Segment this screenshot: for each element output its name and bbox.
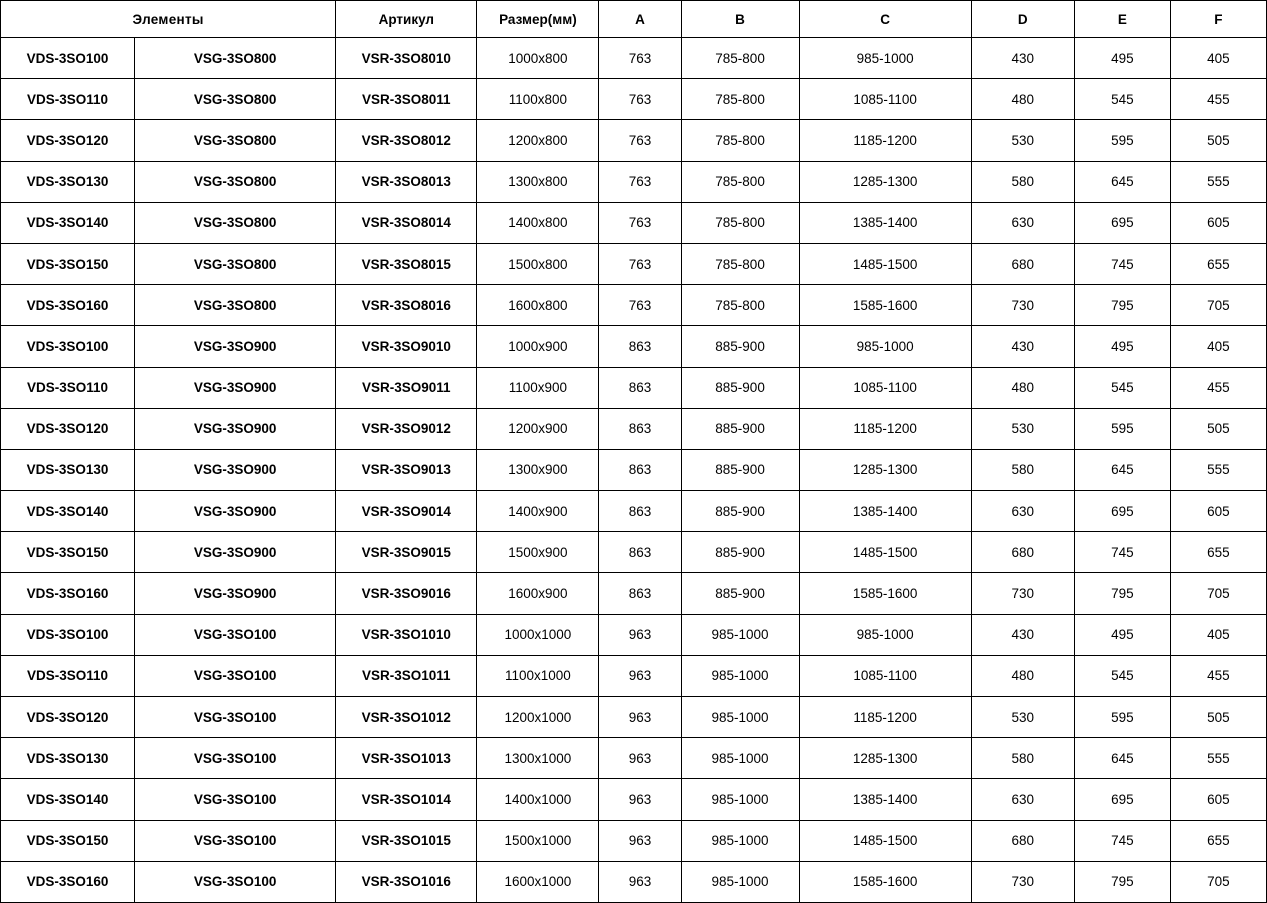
table-row — [1, 367, 1267, 408]
cell-c: 1385-1400 — [799, 491, 971, 532]
column-header-size: Размер(мм) — [477, 1, 599, 38]
cell-article: VSR-3SO9011 — [336, 367, 477, 408]
cell-d: 430 — [971, 614, 1074, 655]
cell-size: 1100x800 — [477, 79, 599, 120]
cell-f: 505 — [1170, 697, 1266, 738]
cell-a: 863 — [599, 367, 681, 408]
cell-d: 530 — [971, 697, 1074, 738]
table-row — [1, 614, 1267, 655]
column-header-b: B — [681, 1, 799, 38]
cell-element-1: VDS-3SO140 — [1, 202, 135, 243]
table-row — [1, 820, 1267, 861]
cell-element-1: VDS-3SO130 — [1, 449, 135, 490]
cell-element-1: VDS-3SO100 — [1, 326, 135, 367]
cell-e: 495 — [1074, 326, 1170, 367]
cell-size: 1500x800 — [477, 243, 599, 284]
cell-f: 405 — [1170, 326, 1266, 367]
cell-e: 795 — [1074, 861, 1170, 902]
cell-element-2: VSG-3SO800 — [135, 120, 336, 161]
cell-c: 1385-1400 — [799, 202, 971, 243]
cell-d: 680 — [971, 243, 1074, 284]
cell-a: 963 — [599, 697, 681, 738]
header-row — [1, 1, 1267, 38]
cell-c: 1385-1400 — [799, 779, 971, 820]
cell-element-2: VSG-3SO100 — [135, 861, 336, 902]
cell-element-2: VSG-3SO900 — [135, 367, 336, 408]
cell-element-1: VDS-3SO120 — [1, 697, 135, 738]
cell-a: 863 — [599, 573, 681, 614]
table-row — [1, 779, 1267, 820]
table-row — [1, 655, 1267, 696]
cell-c: 1585-1600 — [799, 285, 971, 326]
cell-d: 580 — [971, 738, 1074, 779]
cell-e: 545 — [1074, 367, 1170, 408]
cell-article: VSR-3SO9016 — [336, 573, 477, 614]
cell-element-2: VSG-3SO100 — [135, 614, 336, 655]
cell-article: VSR-3SO8010 — [336, 38, 477, 79]
cell-element-1: VDS-3SO120 — [1, 408, 135, 449]
cell-size: 1300x800 — [477, 161, 599, 202]
cell-element-2: VSG-3SO900 — [135, 408, 336, 449]
table-row — [1, 573, 1267, 614]
cell-c: 1285-1300 — [799, 161, 971, 202]
cell-b: 985-1000 — [681, 614, 799, 655]
cell-f: 655 — [1170, 820, 1266, 861]
cell-element-1: VDS-3SO110 — [1, 655, 135, 696]
cell-f: 655 — [1170, 532, 1266, 573]
cell-c: 1485-1500 — [799, 820, 971, 861]
cell-a: 963 — [599, 614, 681, 655]
cell-f: 555 — [1170, 738, 1266, 779]
cell-d: 430 — [971, 38, 1074, 79]
cell-element-2: VSG-3SO100 — [135, 697, 336, 738]
cell-e: 645 — [1074, 161, 1170, 202]
cell-element-2: VSG-3SO800 — [135, 79, 336, 120]
cell-article: VSR-3SO9012 — [336, 408, 477, 449]
cell-element-2: VSG-3SO100 — [135, 779, 336, 820]
cell-element-1: VDS-3SO150 — [1, 532, 135, 573]
cell-element-2: VSG-3SO900 — [135, 326, 336, 367]
cell-c: 1485-1500 — [799, 532, 971, 573]
cell-b: 885-900 — [681, 367, 799, 408]
cell-b: 885-900 — [681, 326, 799, 367]
column-header-article: Артикул — [336, 1, 477, 38]
cell-size: 1400x1000 — [477, 779, 599, 820]
cell-element-1: VDS-3SO120 — [1, 120, 135, 161]
cell-b: 785-800 — [681, 120, 799, 161]
cell-size: 1000x800 — [477, 38, 599, 79]
cell-c: 1185-1200 — [799, 120, 971, 161]
cell-b: 985-1000 — [681, 697, 799, 738]
cell-c: 1585-1600 — [799, 861, 971, 902]
cell-e: 545 — [1074, 655, 1170, 696]
cell-element-2: VSG-3SO800 — [135, 285, 336, 326]
cell-f: 655 — [1170, 243, 1266, 284]
table-row — [1, 79, 1267, 120]
cell-d: 730 — [971, 573, 1074, 614]
cell-size: 1500x900 — [477, 532, 599, 573]
cell-size: 1100x1000 — [477, 655, 599, 696]
cell-d: 530 — [971, 120, 1074, 161]
cell-f: 555 — [1170, 449, 1266, 490]
cell-element-1: VDS-3SO100 — [1, 38, 135, 79]
cell-article: VSR-3SO1015 — [336, 820, 477, 861]
cell-d: 430 — [971, 326, 1074, 367]
table-row — [1, 161, 1267, 202]
cell-b: 785-800 — [681, 38, 799, 79]
cell-e: 745 — [1074, 820, 1170, 861]
cell-f: 405 — [1170, 614, 1266, 655]
cell-element-1: VDS-3SO160 — [1, 285, 135, 326]
cell-f: 605 — [1170, 202, 1266, 243]
cell-e: 645 — [1074, 449, 1170, 490]
cell-b: 885-900 — [681, 573, 799, 614]
cell-c: 985-1000 — [799, 38, 971, 79]
cell-size: 1400x800 — [477, 202, 599, 243]
cell-a: 963 — [599, 738, 681, 779]
cell-a: 963 — [599, 861, 681, 902]
cell-e: 745 — [1074, 532, 1170, 573]
cell-e: 545 — [1074, 79, 1170, 120]
cell-article: VSR-3SO9013 — [336, 449, 477, 490]
cell-c: 1085-1100 — [799, 655, 971, 696]
table-row — [1, 738, 1267, 779]
cell-a: 763 — [599, 285, 681, 326]
cell-element-2: VSG-3SO100 — [135, 655, 336, 696]
cell-b: 985-1000 — [681, 861, 799, 902]
table-row — [1, 243, 1267, 284]
cell-c: 1185-1200 — [799, 408, 971, 449]
cell-element-1: VDS-3SO140 — [1, 491, 135, 532]
cell-d: 630 — [971, 202, 1074, 243]
cell-article: VSR-3SO8012 — [336, 120, 477, 161]
cell-article: VSR-3SO9010 — [336, 326, 477, 367]
cell-e: 695 — [1074, 202, 1170, 243]
cell-d: 730 — [971, 285, 1074, 326]
column-header-f: F — [1170, 1, 1266, 38]
cell-article: VSR-3SO1010 — [336, 614, 477, 655]
cell-f: 455 — [1170, 79, 1266, 120]
cell-b: 785-800 — [681, 79, 799, 120]
cell-size: 1000x1000 — [477, 614, 599, 655]
cell-element-2: VSG-3SO100 — [135, 738, 336, 779]
cell-article: VSR-3SO1014 — [336, 779, 477, 820]
cell-b: 785-800 — [681, 285, 799, 326]
table-row — [1, 120, 1267, 161]
cell-article: VSR-3SO9014 — [336, 491, 477, 532]
cell-b: 785-800 — [681, 202, 799, 243]
cell-a: 763 — [599, 120, 681, 161]
cell-d: 580 — [971, 449, 1074, 490]
column-header-c: C — [799, 1, 971, 38]
cell-e: 795 — [1074, 573, 1170, 614]
cell-e: 645 — [1074, 738, 1170, 779]
cell-b: 785-800 — [681, 161, 799, 202]
cell-c: 985-1000 — [799, 326, 971, 367]
cell-element-2: VSG-3SO900 — [135, 449, 336, 490]
cell-a: 763 — [599, 79, 681, 120]
cell-f: 455 — [1170, 655, 1266, 696]
cell-element-1: VDS-3SO110 — [1, 79, 135, 120]
cell-element-2: VSG-3SO900 — [135, 491, 336, 532]
cell-d: 730 — [971, 861, 1074, 902]
cell-a: 863 — [599, 532, 681, 573]
column-header-elements: Элементы — [1, 1, 336, 38]
cell-a: 863 — [599, 408, 681, 449]
cell-b: 885-900 — [681, 449, 799, 490]
cell-element-1: VDS-3SO160 — [1, 861, 135, 902]
cell-a: 863 — [599, 326, 681, 367]
table-row — [1, 861, 1267, 902]
cell-element-1: VDS-3SO140 — [1, 779, 135, 820]
cell-article: VSR-3SO1013 — [336, 738, 477, 779]
cell-element-2: VSG-3SO800 — [135, 243, 336, 284]
cell-element-2: VSG-3SO100 — [135, 820, 336, 861]
cell-article: VSR-3SO1016 — [336, 861, 477, 902]
cell-a: 763 — [599, 38, 681, 79]
table-row — [1, 697, 1267, 738]
cell-d: 480 — [971, 655, 1074, 696]
cell-f: 605 — [1170, 491, 1266, 532]
cell-d: 630 — [971, 779, 1074, 820]
cell-article: VSR-3SO8014 — [336, 202, 477, 243]
cell-element-2: VSG-3SO900 — [135, 532, 336, 573]
cell-d: 680 — [971, 820, 1074, 861]
table-row — [1, 202, 1267, 243]
cell-d: 480 — [971, 79, 1074, 120]
cell-a: 763 — [599, 243, 681, 284]
cell-element-2: VSG-3SO800 — [135, 38, 336, 79]
cell-size: 1000x900 — [477, 326, 599, 367]
table-row — [1, 532, 1267, 573]
cell-size: 1600x1000 — [477, 861, 599, 902]
column-header-e: E — [1074, 1, 1170, 38]
cell-e: 695 — [1074, 779, 1170, 820]
cell-size: 1100x900 — [477, 367, 599, 408]
cell-size: 1200x900 — [477, 408, 599, 449]
cell-b: 885-900 — [681, 491, 799, 532]
table-header — [1, 1, 1267, 38]
cell-size: 1500x1000 — [477, 820, 599, 861]
cell-e: 595 — [1074, 408, 1170, 449]
cell-c: 1485-1500 — [799, 243, 971, 284]
cell-element-2: VSG-3SO800 — [135, 161, 336, 202]
cell-f: 705 — [1170, 573, 1266, 614]
cell-c: 1085-1100 — [799, 79, 971, 120]
cell-b: 885-900 — [681, 532, 799, 573]
cell-size: 1200x1000 — [477, 697, 599, 738]
cell-b: 785-800 — [681, 243, 799, 284]
cell-a: 863 — [599, 491, 681, 532]
cell-d: 480 — [971, 367, 1074, 408]
cell-a: 963 — [599, 655, 681, 696]
cell-element-1: VDS-3SO100 — [1, 614, 135, 655]
cell-b: 985-1000 — [681, 820, 799, 861]
cell-c: 1285-1300 — [799, 738, 971, 779]
cell-element-1: VDS-3SO160 — [1, 573, 135, 614]
cell-article: VSR-3SO9015 — [336, 532, 477, 573]
cell-article: VSR-3SO8011 — [336, 79, 477, 120]
table-body — [1, 38, 1267, 903]
cell-element-1: VDS-3SO130 — [1, 161, 135, 202]
cell-size: 1400x900 — [477, 491, 599, 532]
cell-c: 1185-1200 — [799, 697, 971, 738]
table-row — [1, 491, 1267, 532]
cell-d: 580 — [971, 161, 1074, 202]
cell-a: 963 — [599, 779, 681, 820]
cell-article: VSR-3SO8013 — [336, 161, 477, 202]
cell-article: VSR-3SO1012 — [336, 697, 477, 738]
cell-article: VSR-3SO8016 — [336, 285, 477, 326]
cell-b: 985-1000 — [681, 779, 799, 820]
cell-c: 1085-1100 — [799, 367, 971, 408]
cell-size: 1300x900 — [477, 449, 599, 490]
cell-a: 763 — [599, 161, 681, 202]
cell-d: 530 — [971, 408, 1074, 449]
table-row — [1, 449, 1267, 490]
cell-size: 1300x1000 — [477, 738, 599, 779]
cell-f: 505 — [1170, 408, 1266, 449]
cell-b: 985-1000 — [681, 655, 799, 696]
cell-element-1: VDS-3SO110 — [1, 367, 135, 408]
cell-b: 885-900 — [681, 408, 799, 449]
cell-e: 745 — [1074, 243, 1170, 284]
cell-element-2: VSG-3SO800 — [135, 202, 336, 243]
cell-element-1: VDS-3SO150 — [1, 820, 135, 861]
cell-e: 695 — [1074, 491, 1170, 532]
cell-f: 505 — [1170, 120, 1266, 161]
cell-f: 705 — [1170, 285, 1266, 326]
cell-f: 705 — [1170, 861, 1266, 902]
cell-size: 1200x800 — [477, 120, 599, 161]
column-header-d: D — [971, 1, 1074, 38]
cell-e: 595 — [1074, 120, 1170, 161]
cell-size: 1600x800 — [477, 285, 599, 326]
cell-d: 630 — [971, 491, 1074, 532]
table-row — [1, 285, 1267, 326]
cell-a: 763 — [599, 202, 681, 243]
table-row — [1, 408, 1267, 449]
cell-c: 985-1000 — [799, 614, 971, 655]
column-header-a: A — [599, 1, 681, 38]
cell-f: 605 — [1170, 779, 1266, 820]
cell-a: 863 — [599, 449, 681, 490]
cell-article: VSR-3SO8015 — [336, 243, 477, 284]
cell-element-1: VDS-3SO130 — [1, 738, 135, 779]
cell-c: 1585-1600 — [799, 573, 971, 614]
table-row — [1, 38, 1267, 79]
cell-element-2: VSG-3SO900 — [135, 573, 336, 614]
cell-f: 555 — [1170, 161, 1266, 202]
cell-article: VSR-3SO1011 — [336, 655, 477, 696]
cell-e: 795 — [1074, 285, 1170, 326]
table-row — [1, 326, 1267, 367]
cell-element-1: VDS-3SO150 — [1, 243, 135, 284]
cell-e: 495 — [1074, 614, 1170, 655]
cell-e: 495 — [1074, 38, 1170, 79]
cell-f: 455 — [1170, 367, 1266, 408]
cell-e: 595 — [1074, 697, 1170, 738]
cell-size: 1600x900 — [477, 573, 599, 614]
cell-f: 405 — [1170, 38, 1266, 79]
cell-a: 963 — [599, 820, 681, 861]
cell-c: 1285-1300 — [799, 449, 971, 490]
cell-b: 985-1000 — [681, 738, 799, 779]
cell-d: 680 — [971, 532, 1074, 573]
